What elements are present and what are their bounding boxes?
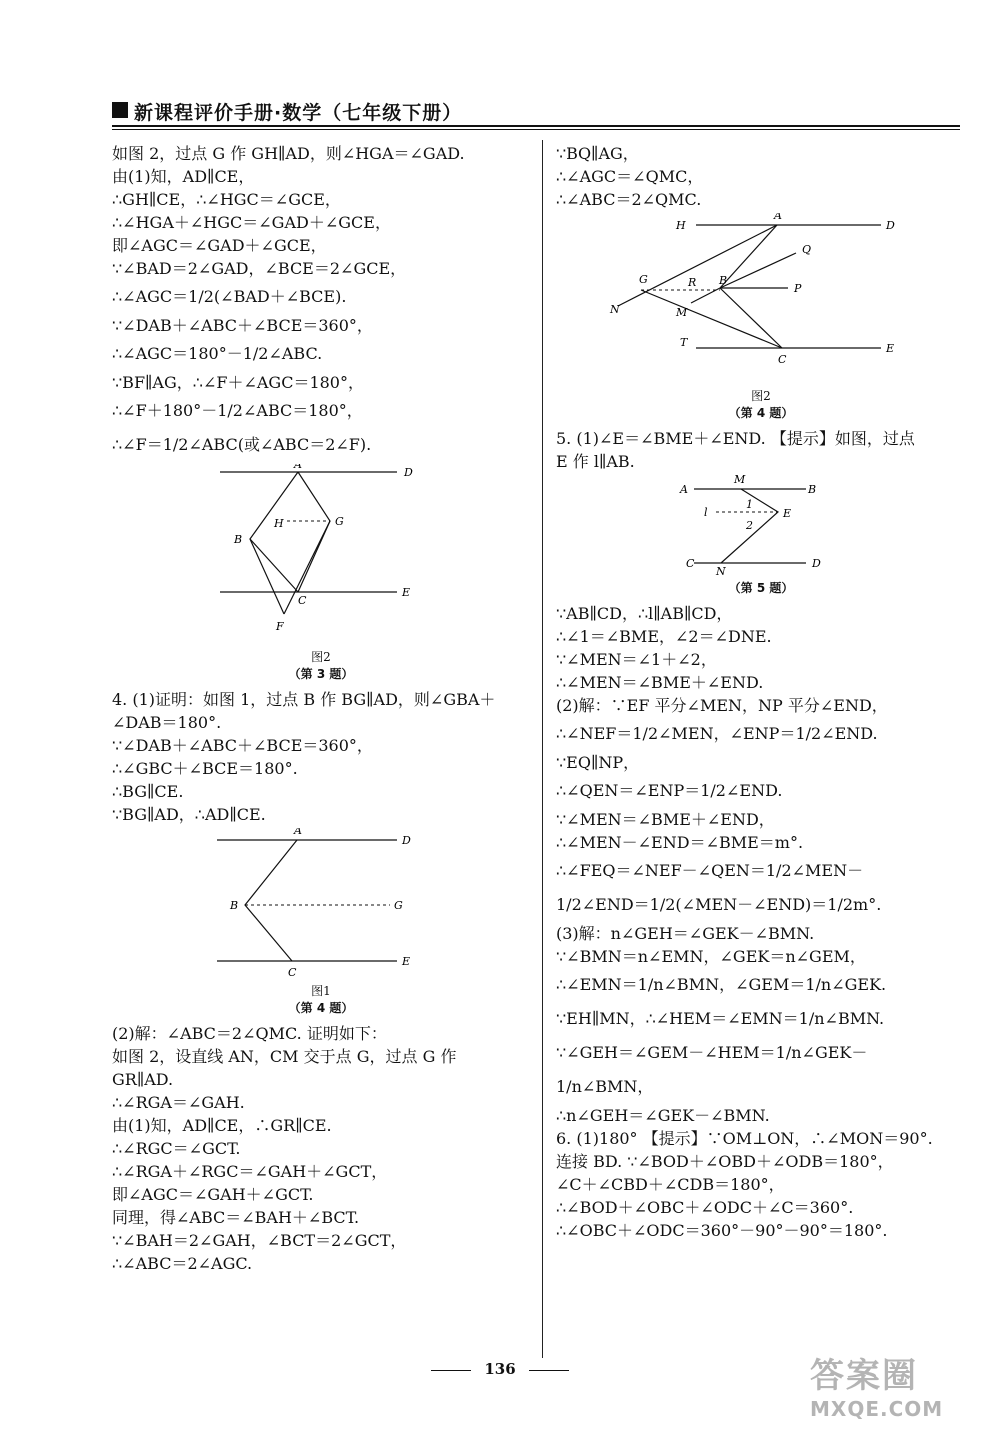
text-line: 5. (1)∠E＝∠BME＋∠END. 【提示】如图，过点 [556,429,915,448]
text-line: ∵AB∥CD，∴l∥AB∥CD， [556,604,733,623]
answer-block-4-part2 [112,1022,530,1275]
text-line: ∴∠AGC＝1/2(∠BAD＋∠BCE). [112,287,347,306]
text-line: ∴∠QEN＝∠ENP＝1/2∠END. [556,781,783,800]
point-label: 2 [746,519,753,532]
ornament-left [431,1370,471,1371]
text-line: 如图 2，过点 G 作 GH∥AD，则∠HGA＝∠GAD. [112,144,465,163]
text-line: ∠DAB＝180°. [112,713,222,732]
point-label: Q [802,243,812,256]
text-line: 如图 2，设直线 AN，CM 交于点 G，过点 G 作 [112,1047,457,1066]
point-label: G [335,515,344,528]
text-line: (2)解：∠ABC＝2∠QMC. 证明如下： [112,1024,387,1043]
text-line: ∵EH∥MN，∴∠HEM＝∠EMN＝1/n∠BMN. [556,1009,885,1028]
point-label: G [639,273,648,286]
text-line: ∴∠RGA＝∠GAH. [112,1093,245,1112]
text-line: 6. (1)180° 【提示】∵OM⊥ON，∴∠MON＝90°. [556,1129,933,1148]
answer-block-3-continued [112,142,530,462]
text-line: 由(1)知，AD∥CE， [112,167,255,186]
text-line: ∴∠RGA＋∠RGC＝∠GAH＋∠GCT， [112,1162,388,1181]
point-label: A [294,464,302,471]
answer-block-4 [112,688,530,826]
figure-problem-4-1 [112,828,530,1016]
text-line: ∵BG∥AD，∴AD∥CE. [112,805,266,824]
text-line: E 作 l∥AB. [556,452,635,471]
ornament-right [529,1370,569,1371]
point-label: B [808,483,817,496]
text-line: 由(1)知，AD∥CE，∴GR∥CE. [112,1116,332,1135]
point-label: C [298,594,307,607]
geometry-diagram [112,828,530,978]
text-line: ∵∠MEN＝∠1＋∠2， [556,650,717,669]
text-line: ∴∠ABC＝2∠AGC. [112,1254,253,1273]
text-line: ∵∠BMN＝n∠EMN，∠GEK＝n∠GEM， [556,947,866,966]
figure-problem-3 [112,464,530,682]
point-label: B [719,274,728,287]
text-line: (3)解：n∠GEH＝∠GEK－∠BMN. [556,924,815,943]
point-label: F [276,620,284,633]
point-label: E [886,342,895,355]
problem-label: （第 3 题） [288,667,354,681]
point-label: C [778,353,787,366]
point-label: E [402,955,411,968]
figure-problem-4-2 [556,213,966,421]
text-line: ∴∠AGC＝∠QMC， [556,167,704,186]
answer-block-4-end [556,142,966,211]
text-line: ∴∠BOD＋∠OBC＋∠ODC＋∠C＝360°. [556,1198,854,1217]
figure-caption: 图2 [311,650,331,664]
point-label: G [394,899,403,912]
point-label: C [288,966,297,978]
text-line: ∴∠NEF＝1/2∠MEN，∠ENP＝1/2∠END. [556,724,878,743]
geometry-diagram [112,464,530,644]
geometry-diagram [556,213,966,383]
text-line: ∴∠RGC＝∠GCT. [112,1139,241,1158]
point-label: N [716,565,726,575]
text-line: ∴∠1＝∠BME，∠2＝∠DNE. [556,627,772,646]
book-icon [112,102,128,118]
text-line: ∴GH∥CE，∴∠HGC＝∠GCE， [112,190,341,209]
point-label: D [402,834,411,847]
header-rule [112,125,960,127]
text-line: ∴∠ABC＝2∠QMC. [556,190,702,209]
text-line: ∵BF∥AG，∴∠F＋∠AGC＝180°， [112,373,364,392]
page-number: 136 [484,1360,516,1378]
text-line: ∴∠GBC＋∠BCE＝180°. [112,759,298,778]
text-line: ∴∠AGC＝180°－1/2∠ABC. [112,344,323,363]
text-line: 即∠AGC＝∠GAH＋∠GCT. [112,1185,314,1204]
site-watermark [810,1348,990,1428]
point-label: D [404,466,413,479]
answer-block-5 [556,427,966,473]
point-label: M [676,306,688,319]
text-line: ∵∠BAH＝2∠GAH，∠BCT＝2∠GCT， [112,1231,407,1250]
text-line: ∴∠F＋180°－1/2∠ABC＝180°， [112,401,363,420]
left-column [112,142,530,1275]
figure-caption: 图1 [311,984,331,998]
text-line: ∴∠FEQ＝∠NEF－∠QEN＝1/2∠MEN－ [556,861,864,880]
right-column [556,142,966,1242]
column-divider [542,140,543,1358]
point-label: N [610,303,620,316]
header-rule-thin [112,129,960,130]
text-line: ∴∠MEN－∠END＝∠BME＝m°. [556,833,804,852]
geometry-diagram [556,475,966,575]
point-label: l [704,506,708,519]
text-line: ∵∠MEN＝∠BME＋∠END， [556,810,775,829]
point-label: E [402,586,411,599]
text-line: ∴n∠GEH＝∠GEK－∠BMN. [556,1106,770,1125]
text-line: ∴∠F＝1/2∠ABC(或∠ABC＝2∠F). [112,435,372,454]
point-label: E [783,507,792,520]
problem-label: （第 5 题） [728,581,794,595]
text-line: ∴∠EMN＝1/n∠BMN，∠GEM＝1/n∠GEK. [556,975,887,994]
point-label: T [680,336,688,349]
text-line: ∵BQ∥AG， [556,144,639,163]
answer-block-5-body [556,602,966,1242]
problem-label: （第 4 题） [288,1001,354,1015]
point-label: D [886,219,895,232]
point-label: D [812,557,821,570]
problem-label: （第 4 题） [728,406,794,420]
text-line: ∵EQ∥NP， [556,753,640,772]
point-label: H [676,219,686,232]
figure-problem-5 [556,475,966,596]
text-line: ∴BG∥CE. [112,782,184,801]
text-line: 1/2∠END＝1/2(∠MEN－∠END)＝1/2m°. [556,895,882,914]
text-line: ∵∠DAB＋∠ABC＋∠BCE＝360°， [112,316,373,335]
text-line: 1/n∠BMN， [556,1077,654,1096]
text-line: ∠C＋∠CBD＋∠CDB＝180°， [556,1175,785,1194]
watermark-url: MXQE.COM [810,1397,944,1421]
text-line: 连接 BD. ∵∠BOD＋∠OBD＋∠ODB＝180°， [556,1152,894,1171]
text-line: ∴∠HGA＋∠HGC＝∠GAD＋∠GCE， [112,213,391,232]
point-label: R [688,276,697,289]
text-line: (2)解：∵EF 平分∠MEN，NP 平分∠END， [556,696,888,715]
point-label: A [680,483,688,496]
point-label: A [294,828,302,837]
point-label: B [230,899,239,912]
point-label: C [686,557,695,570]
page-header [112,98,960,128]
point-label: 1 [746,498,753,511]
text-line: ∵∠GEH＝∠GEM－∠HEM＝1/n∠GEK－ [556,1043,868,1062]
text-line: 4. (1)证明：如图 1，过点 B 作 BG∥AD，则∠GBA＋ [112,690,496,709]
figure-caption: 图2 [751,389,771,403]
text-line: ∵∠BAD＝2∠GAD，∠BCE＝2∠GCE， [112,259,407,278]
header-title: 新课程评价手册·数学（七年级下册） [134,102,463,124]
text-line: ∵∠DAB＋∠ABC＋∠BCE＝360°， [112,736,373,755]
text-line: 同理，得∠ABC＝∠BAH＋∠BCT. [112,1208,360,1227]
watermark-logo: 答案圈 [810,1356,918,1396]
point-label: B [234,533,243,546]
text-line: ∴∠OBC＋∠ODC＝360°－90°－90°＝180°. [556,1221,888,1240]
text-line: 即∠AGC＝∠GAD＋∠GCE， [112,236,327,255]
text-line: GR∥AD. [112,1070,174,1089]
text-line: ∴∠MEN＝∠BME＋∠END. [556,673,764,692]
point-label: H [274,517,284,530]
point-label: A [774,213,782,222]
point-label: M [734,475,746,486]
point-label: P [794,282,802,295]
